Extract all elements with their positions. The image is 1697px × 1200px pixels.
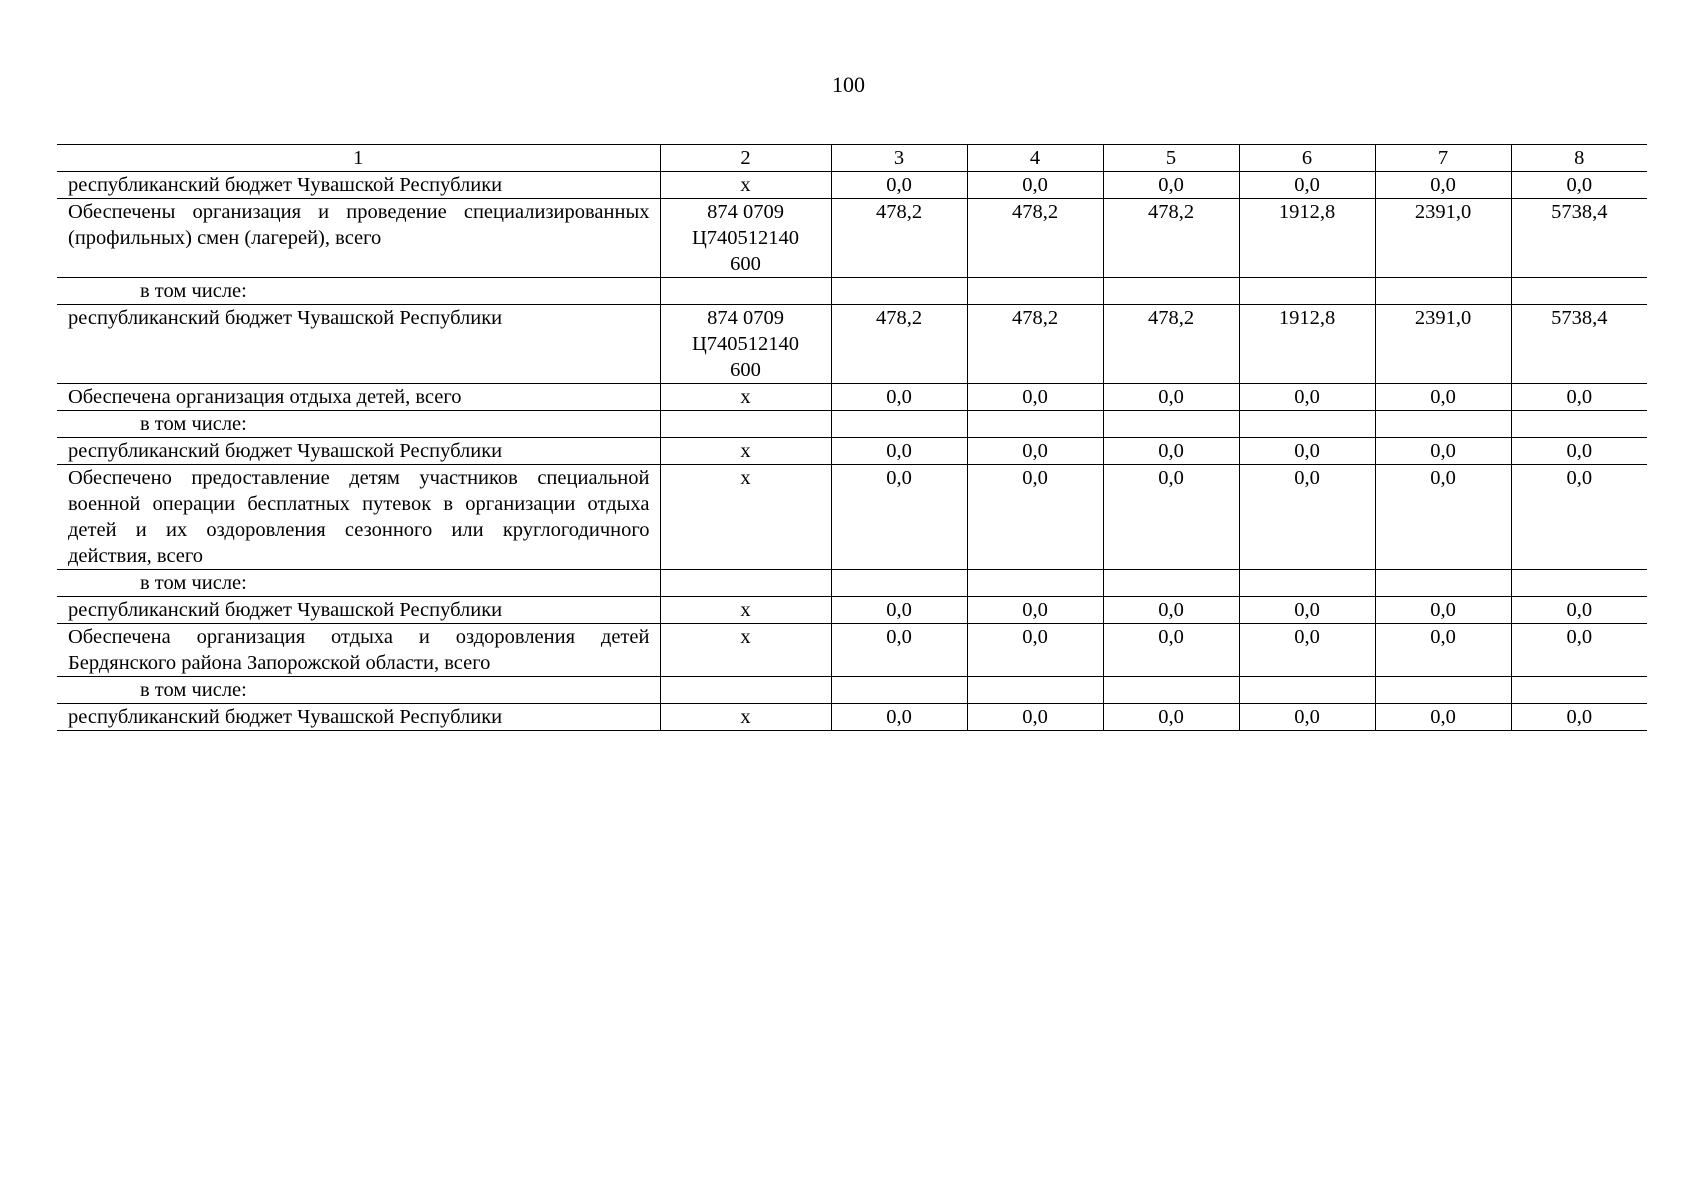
budget-table bbox=[57, 144, 1647, 731]
subheading-label: в том числе: bbox=[57, 411, 660, 438]
budget-code-cell bbox=[660, 438, 831, 465]
value-cell: 478,2 bbox=[967, 199, 1103, 278]
value-cell: 0,0 bbox=[1239, 384, 1375, 411]
header-row bbox=[57, 145, 1647, 172]
table-row bbox=[57, 305, 1647, 384]
value-cell: 0,0 bbox=[967, 704, 1103, 731]
value-cell: 0,0 bbox=[1239, 624, 1375, 677]
budget-code-line: х bbox=[740, 599, 751, 621]
value-cell: 0,0 bbox=[1511, 704, 1647, 731]
value-cell: 0,0 bbox=[1103, 465, 1239, 570]
budget-code-cell bbox=[660, 305, 831, 384]
value-cell: 2391,0 bbox=[1375, 305, 1511, 384]
value-cell: 0,0 bbox=[1375, 438, 1511, 465]
value-cell: 0,0 bbox=[831, 172, 967, 199]
table-row bbox=[57, 384, 1647, 411]
value-cell: 0,0 bbox=[1103, 172, 1239, 199]
value-cell bbox=[1103, 278, 1239, 305]
value-cell bbox=[831, 677, 967, 704]
budget-code-cell bbox=[660, 677, 831, 704]
value-cell: 0,0 bbox=[1103, 438, 1239, 465]
value-cell: 0,0 bbox=[1375, 172, 1511, 199]
value-cell bbox=[1511, 677, 1647, 704]
budget-code-line: 600 bbox=[730, 359, 761, 381]
value-cell: 478,2 bbox=[1103, 305, 1239, 384]
value-cell: 0,0 bbox=[1375, 384, 1511, 411]
budget-code-line: х bbox=[740, 386, 751, 408]
value-cell: 5738,4 bbox=[1511, 305, 1647, 384]
value-cell bbox=[1375, 677, 1511, 704]
budget-code-line: х bbox=[740, 706, 751, 728]
value-cell: 0,0 bbox=[967, 624, 1103, 677]
subheading-label: в том числе: bbox=[57, 278, 660, 305]
value-cell: 5738,4 bbox=[1511, 199, 1647, 278]
value-cell: 0,0 bbox=[1239, 465, 1375, 570]
value-cell bbox=[1375, 411, 1511, 438]
row-name: республиканский бюджет Чувашской Республики bbox=[57, 438, 660, 465]
page-number: 100 bbox=[832, 72, 865, 97]
budget-code-cell bbox=[660, 465, 831, 570]
header-cell: 2 bbox=[660, 145, 831, 172]
header-cell: 5 bbox=[1103, 145, 1239, 172]
value-cell: 0,0 bbox=[1511, 172, 1647, 199]
value-cell: 0,0 bbox=[831, 624, 967, 677]
budget-code-line: х bbox=[740, 440, 751, 462]
budget-code-line: 874 0709 bbox=[707, 201, 784, 223]
value-cell: 478,2 bbox=[1103, 199, 1239, 278]
table-row bbox=[57, 438, 1647, 465]
value-cell: 0,0 bbox=[1239, 704, 1375, 731]
row-name: республиканский бюджет Чувашской Республики bbox=[57, 305, 660, 384]
value-cell: 0,0 bbox=[1375, 465, 1511, 570]
budget-code-line: 874 0709 bbox=[707, 307, 784, 329]
value-cell bbox=[967, 677, 1103, 704]
value-cell bbox=[831, 570, 967, 597]
budget-code-line: Ц740512140 bbox=[691, 333, 800, 355]
row-name: Обеспечено предоставление детям участников специальной военной операции бесплатных путевок в организации отдыха детей и их оздоровления сезонного или круглогодичного действия, всего bbox=[57, 465, 660, 570]
budget-code-cell bbox=[660, 704, 831, 731]
value-cell: 0,0 bbox=[967, 597, 1103, 624]
value-cell: 0,0 bbox=[967, 465, 1103, 570]
budget-code-line: 600 bbox=[730, 253, 761, 275]
row-name: республиканский бюджет Чувашской Республики bbox=[57, 172, 660, 199]
value-cell: 0,0 bbox=[831, 384, 967, 411]
value-cell: 0,0 bbox=[831, 438, 967, 465]
value-cell: 0,0 bbox=[1375, 704, 1511, 731]
value-cell bbox=[1511, 278, 1647, 305]
header-cell: 4 bbox=[967, 145, 1103, 172]
value-cell bbox=[967, 570, 1103, 597]
value-cell bbox=[1239, 278, 1375, 305]
value-cell: 0,0 bbox=[1239, 597, 1375, 624]
value-cell: 0,0 bbox=[967, 384, 1103, 411]
value-cell bbox=[1239, 411, 1375, 438]
value-cell bbox=[1239, 570, 1375, 597]
row-name: Обеспечена организация отдыха детей, всего bbox=[57, 384, 660, 411]
header-cell: 6 bbox=[1239, 145, 1375, 172]
value-cell bbox=[1375, 570, 1511, 597]
value-cell: 0,0 bbox=[1511, 438, 1647, 465]
subheading-row bbox=[57, 677, 1647, 704]
budget-code-cell bbox=[660, 624, 831, 677]
value-cell: 0,0 bbox=[1239, 438, 1375, 465]
budget-code-cell bbox=[660, 278, 831, 305]
value-cell: 0,0 bbox=[1511, 384, 1647, 411]
value-cell: 0,0 bbox=[1511, 624, 1647, 677]
budget-code-line: х bbox=[740, 626, 751, 648]
subheading-label: в том числе: bbox=[57, 570, 660, 597]
value-cell bbox=[967, 411, 1103, 438]
budget-code-line: Ц740512140 bbox=[691, 227, 800, 249]
value-cell bbox=[1103, 677, 1239, 704]
value-cell bbox=[1103, 411, 1239, 438]
subheading-label: в том числе: bbox=[57, 677, 660, 704]
value-cell: 0,0 bbox=[1511, 465, 1647, 570]
value-cell: 478,2 bbox=[831, 305, 967, 384]
value-cell: 0,0 bbox=[1103, 384, 1239, 411]
subheading-row bbox=[57, 278, 1647, 305]
value-cell: 1912,8 bbox=[1239, 305, 1375, 384]
row-name: Обеспечены организация и проведение специализированных (профильных) смен (лагерей), всего bbox=[57, 199, 660, 278]
value-cell: 0,0 bbox=[1103, 624, 1239, 677]
header-cell: 1 bbox=[57, 145, 660, 172]
value-cell bbox=[1511, 570, 1647, 597]
value-cell bbox=[831, 278, 967, 305]
header-cell: 7 bbox=[1375, 145, 1511, 172]
value-cell bbox=[1375, 278, 1511, 305]
value-cell: 0,0 bbox=[831, 465, 967, 570]
value-cell: 0,0 bbox=[1375, 624, 1511, 677]
budget-code-cell bbox=[660, 570, 831, 597]
row-name: республиканский бюджет Чувашской Республики bbox=[57, 704, 660, 731]
value-cell: 2391,0 bbox=[1375, 199, 1511, 278]
value-cell: 478,2 bbox=[831, 199, 967, 278]
budget-code-line: х bbox=[740, 467, 751, 489]
table-row bbox=[57, 624, 1647, 677]
value-cell: 0,0 bbox=[967, 172, 1103, 199]
subheading-row bbox=[57, 411, 1647, 438]
table-row bbox=[57, 597, 1647, 624]
value-cell bbox=[1239, 677, 1375, 704]
value-cell bbox=[1103, 570, 1239, 597]
subheading-row bbox=[57, 570, 1647, 597]
value-cell: 0,0 bbox=[1103, 597, 1239, 624]
value-cell: 0,0 bbox=[967, 438, 1103, 465]
budget-code-cell bbox=[660, 384, 831, 411]
value-cell bbox=[967, 278, 1103, 305]
budget-code-cell bbox=[660, 199, 831, 278]
value-cell: 0,0 bbox=[831, 704, 967, 731]
value-cell: 478,2 bbox=[967, 305, 1103, 384]
table-row bbox=[57, 704, 1647, 731]
value-cell bbox=[831, 411, 967, 438]
table-row bbox=[57, 199, 1647, 278]
budget-code-line: х bbox=[740, 174, 751, 196]
value-cell: 0,0 bbox=[1511, 597, 1647, 624]
value-cell: 0,0 bbox=[1375, 597, 1511, 624]
budget-code-cell bbox=[660, 597, 831, 624]
value-cell: 1912,8 bbox=[1239, 199, 1375, 278]
row-name: республиканский бюджет Чувашской Республики bbox=[57, 597, 660, 624]
value-cell bbox=[1511, 411, 1647, 438]
value-cell: 0,0 bbox=[831, 597, 967, 624]
value-cell: 0,0 bbox=[1239, 172, 1375, 199]
header-cell: 8 bbox=[1511, 145, 1647, 172]
budget-code-cell bbox=[660, 411, 831, 438]
value-cell: 0,0 bbox=[1103, 704, 1239, 731]
table-row bbox=[57, 465, 1647, 570]
row-name: Обеспечена организация отдыха и оздоровления детей Бердянского района Запорожской области, всего bbox=[57, 624, 660, 677]
header-cell: 3 bbox=[831, 145, 967, 172]
table-row bbox=[57, 172, 1647, 199]
table-body bbox=[57, 145, 1647, 731]
budget-code-cell bbox=[660, 172, 831, 199]
